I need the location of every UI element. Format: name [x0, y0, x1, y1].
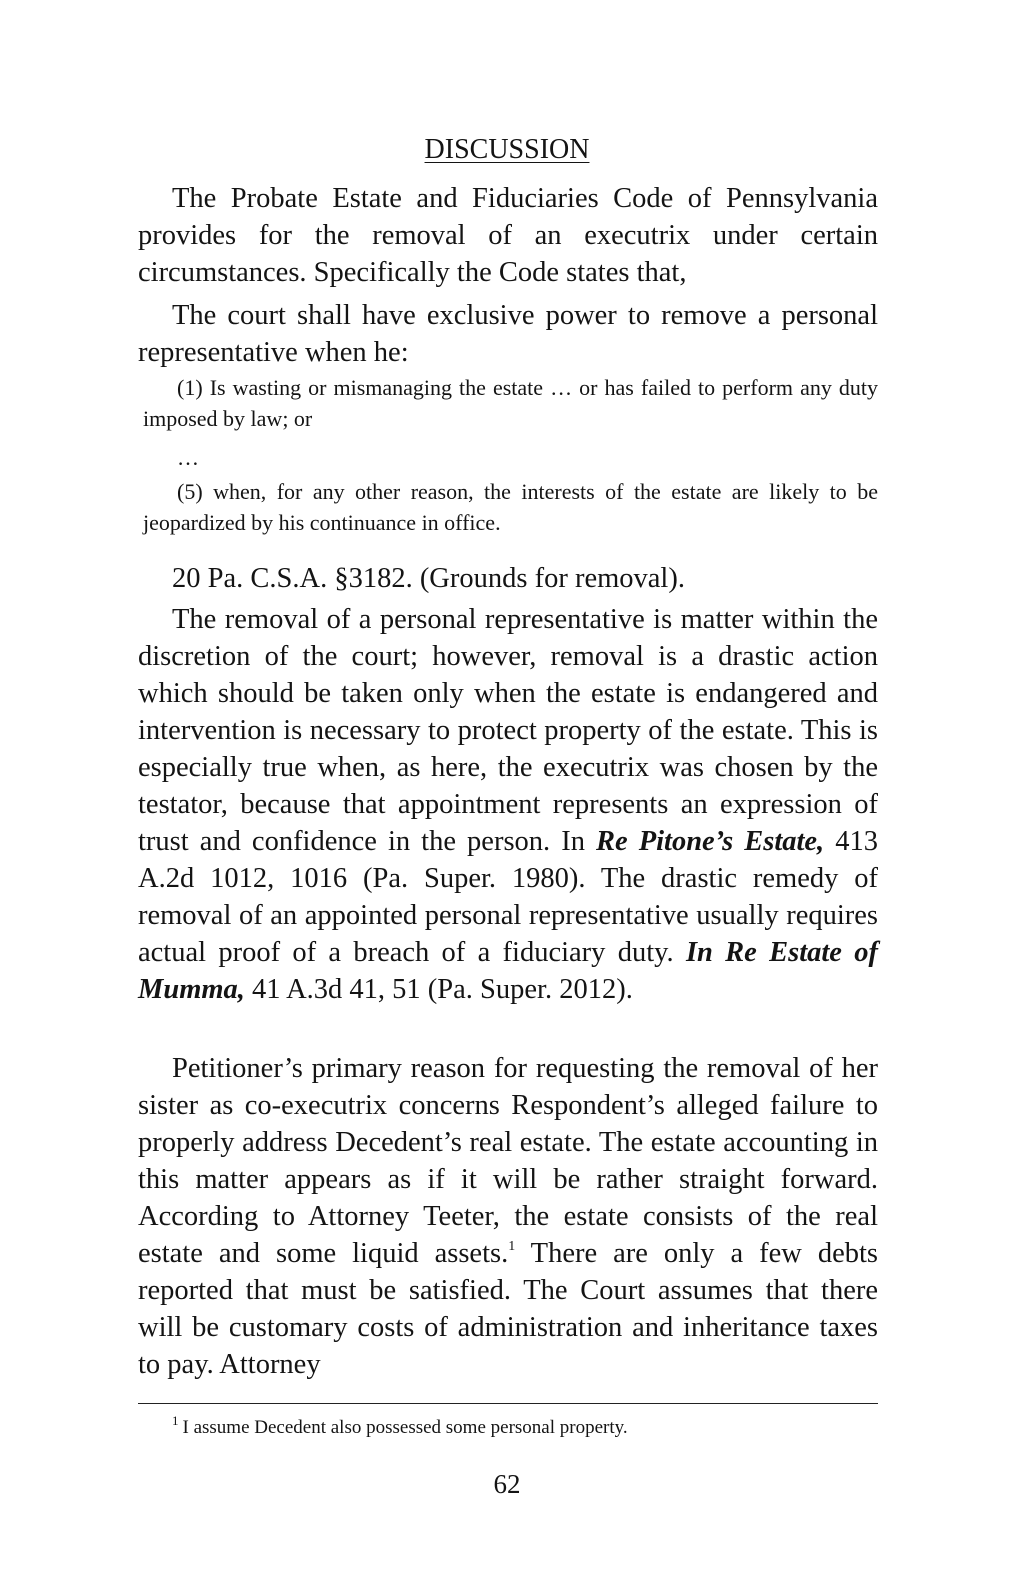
page-number: 62: [493, 1469, 521, 1499]
footnote: [172, 1414, 628, 1442]
statute-item-1: (1) Is wasting or mismanaging the estate … or has failed to perform any duty imposed by law; or: [143, 375, 878, 431]
paragraph-text: The removal of a personal representative is matter within the discretion of the court; however, removal is a drastic action which should be taken only when the estate is endangered and intervention is necessary to protect property of the estate. This is especially true when, as here, the executrix was chosen by the testator, because that appointment represents an expression of trust and confidence in the person. In: [138, 604, 878, 857]
statute-citation: 20 Pa. C.S.A. §3182. (Grounds for removal).: [172, 563, 685, 594]
paragraph-removal-standard: [138, 601, 878, 1008]
section-heading: DISCUSSION: [424, 134, 590, 165]
paragraph-intro: The Probate Estate and Fiduciaries Code of Pennsylvania provides for the removal of an executrix under certain circumstances. Specifically the Code states that,: [138, 183, 878, 288]
footnote-divider: [138, 1403, 878, 1404]
paragraph-petitioner-reason: [138, 1050, 878, 1383]
statute-quote-lead: The court shall have exclusive power to remove a personal representative when he:: [138, 300, 878, 368]
footnote-reference[interactable]: 1: [508, 1239, 516, 1254]
paragraph-text: 41 A.3d 41, 51 (Pa. Super. 2012).: [244, 974, 633, 1005]
case-name-pitone: Re Pitone’s Estate,: [596, 826, 825, 857]
paragraph-text: 413 A.2d 1012, 1016 (Pa. Super. 1980). The drastic remedy of removal of an appointed personal representative usually requires actual proof of a breach of a fiduciary duty.: [138, 826, 878, 968]
footnote-mark: 1: [172, 1413, 179, 1428]
paragraph-text: Petitioner’s primary reason for requesting the removal of her sister as co-executrix concerns Respondent’s alleged failure to properly address Decedent’s real estate. The estate accounting in this matter appears as if it will be rather straight forward. According to Attorney Teeter, the estate consists of the real estate and some liquid assets.: [138, 1053, 878, 1269]
statute-item-5: (5) when, for any other reason, the interests of the estate are likely to be jeopardized by his continuance in office.: [143, 479, 878, 535]
case-name-mumma: In Re Estate of Mumma,: [138, 937, 878, 1005]
paragraph-text: There are only a few debts reported that must be satisfied. The Court assumes that there will be customary costs of administration and inheritance taxes to pay. Attorney: [138, 1238, 878, 1380]
footnote-text: I assume Decedent also possessed some personal property.: [182, 1417, 628, 1438]
statute-ellipsis: …: [177, 445, 199, 470]
